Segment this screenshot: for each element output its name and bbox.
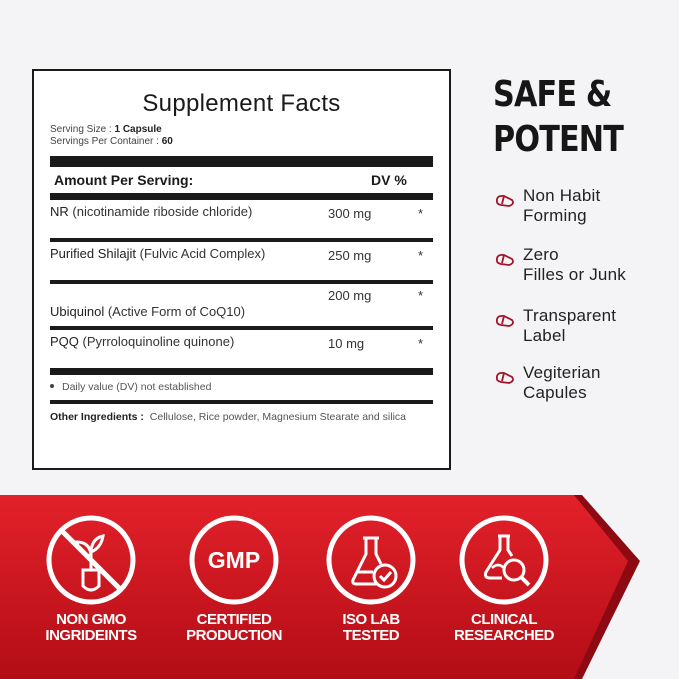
badge-label-line-1: CLINICAL xyxy=(471,611,537,628)
feature-item xyxy=(493,306,616,346)
supplement-facts-panel xyxy=(32,69,451,470)
bullet-icon xyxy=(50,384,54,388)
badge-label-line-1: NON GMO xyxy=(56,611,126,628)
feature-item xyxy=(493,245,626,285)
ingredient-dose: 200 mg xyxy=(328,288,372,303)
gmp-icon-text: GMP xyxy=(207,547,261,573)
ingredient-name-rest: (Pyrroloquinoline quinone) xyxy=(78,334,235,349)
lab-flask-icon xyxy=(325,514,417,606)
non-gmo-icon xyxy=(45,514,137,606)
divider-thick xyxy=(50,156,433,167)
badge-label xyxy=(301,612,441,644)
ingredient-name-rest: (nicotinamide riboside chloride) xyxy=(68,204,253,219)
ingredient-dv: * xyxy=(418,248,424,263)
feature-line-2: Label xyxy=(523,326,566,345)
serving-size xyxy=(50,124,433,136)
ingredient-dose: 300 mg xyxy=(328,206,372,221)
ingredient-row xyxy=(50,242,433,280)
ingredient-dose: 250 mg xyxy=(328,248,372,263)
capsule-icon xyxy=(493,188,517,212)
ingredient-name xyxy=(50,200,310,238)
ingredient-row xyxy=(50,200,433,238)
feature-line-1: Non Habit xyxy=(523,186,601,205)
ingredient-name-rest: (Fulvic Acid Complex) xyxy=(136,246,266,261)
feature-item xyxy=(493,363,601,403)
badge-label xyxy=(21,612,161,644)
badge-label-line-2: PRODUCTION xyxy=(186,627,282,644)
feature-line-2: Capules xyxy=(523,383,587,402)
ingredient-name-bold: PQQ xyxy=(50,334,79,349)
feature-line-1: Transparent xyxy=(523,306,617,325)
badge-label-line-1: CERTIFIED xyxy=(196,611,272,628)
headline xyxy=(493,72,623,162)
badge-label xyxy=(164,612,304,644)
servings-label: Servings Per Container : xyxy=(50,136,159,147)
feature-line-1: Zero xyxy=(523,245,559,264)
badge-label-line-2: RESEARCHED xyxy=(453,627,554,644)
facts-title: Supplement Facts xyxy=(142,90,341,117)
amount-header-row xyxy=(50,167,433,193)
ingredient-name xyxy=(50,284,310,326)
ingredient-row xyxy=(50,330,433,368)
other-ingredients-value: Cellulose, Rice powder, Magnesium Stearate and silica xyxy=(149,411,406,423)
ingredient-dose: 10 mg xyxy=(328,336,365,351)
feature-item xyxy=(493,186,600,226)
ingredient-name-bold: NR xyxy=(50,204,69,219)
serving-size-label: Serving Size : xyxy=(50,124,112,135)
other-ingredients-label: Other Ingredients : xyxy=(50,411,144,423)
dv-note xyxy=(50,375,433,400)
divider-mid xyxy=(50,193,433,200)
servings-value: 60 xyxy=(161,136,173,147)
servings-per-container xyxy=(50,136,433,148)
badge-label-line-2: TESTED xyxy=(342,627,400,644)
ingredient-name xyxy=(50,242,310,280)
ingredient-name-bold: Purified Shilajit xyxy=(50,246,136,261)
research-icon xyxy=(458,514,550,606)
headline-line-2: POTENT xyxy=(493,119,624,160)
ingredient-dv: * xyxy=(418,336,424,351)
badge-label-line-1: ISO LAB xyxy=(342,611,400,628)
feature-line-2: Forming xyxy=(523,206,587,225)
amount-header: Amount Per Serving: xyxy=(54,172,194,188)
ingredient-name xyxy=(50,330,310,368)
headline-line-1: SAFE & xyxy=(493,74,612,115)
feature-line-2: Filles or Junk xyxy=(523,265,626,284)
ingredient-name-rest: (Active Form of CoQ10) xyxy=(104,304,246,319)
capsule-icon xyxy=(493,247,517,271)
gmp-icon xyxy=(188,514,280,606)
feature-line-1: Vegiterian xyxy=(523,363,601,382)
dv-header: DV % xyxy=(371,172,407,188)
ingredient-row xyxy=(50,284,433,326)
badge-label xyxy=(434,612,574,644)
capsule-icon xyxy=(493,365,517,389)
dv-note-text: Daily value (DV) not established xyxy=(62,381,212,393)
ingredient-dv: * xyxy=(418,206,424,221)
capsule-icon xyxy=(493,308,517,332)
other-ingredients xyxy=(50,404,433,424)
divider-mid xyxy=(50,368,433,375)
serving-size-value: 1 Capsule xyxy=(114,124,162,135)
badge-label-line-2: INGRIDEINTS xyxy=(45,627,137,644)
ingredient-name-bold: Ubiquinol xyxy=(50,304,105,319)
ingredient-dv: * xyxy=(418,288,424,303)
